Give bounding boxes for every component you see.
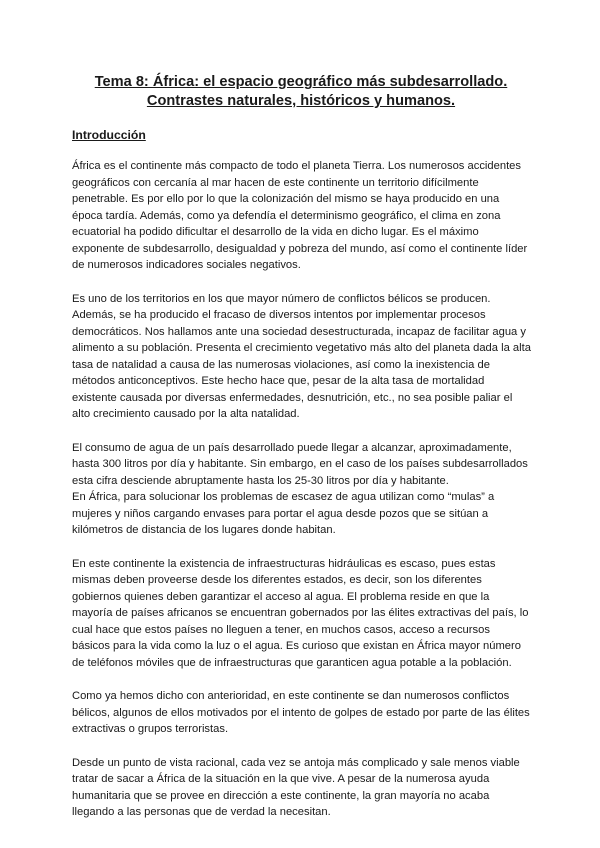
paragraph-line: Como ya hemos dicho con anterioridad, en este continente se dan numerosos conflictos xyxy=(72,690,510,702)
paragraph-line: Desde un punto de vista racional, cada vez se antoja más complicado y sale menos viable xyxy=(72,756,520,769)
paragraph-line: de teléfonos móviles que de infraestructuras que garanticen agua potable a la población. xyxy=(72,656,512,669)
paragraph-line: cual hace que estos países no lleguen a tener, en muchos casos, acceso a recursos xyxy=(72,623,490,636)
paragraph-line: geográficos con cercanía al mar hacen de este continente un territorio difícilmente xyxy=(72,176,479,189)
paragraph-line: mismas deben proveerse desde los diferentes estados, es decir, son los diferentes xyxy=(72,574,482,586)
paragraph-line: extractivas o grupos terroristas. xyxy=(72,723,229,735)
paragraph-line: exponente de subdesarrollo, desigualdad y pobreza del mundo, así como el continente líder xyxy=(72,242,528,255)
paragraph-line: democráticos. Nos hallamos ante una sociedad desestructurada, incapaz de facilitar agua y xyxy=(72,325,526,338)
title-line-1: Tema 8: África: el espacio geográfico más subdesarrollado. xyxy=(94,74,508,90)
paragraph-3 xyxy=(72,440,530,539)
paragraph-line: básicos para la vida como la luz o el agua. Es curioso que existan en África mayor número xyxy=(72,640,521,652)
paragraph-line: ecuatorial ha podido dificultar el desarrollo de la vida en dicho lugar. Es el máximo xyxy=(72,226,479,238)
paragraph-line: penetrable. Es por ello por lo que la colonización del mismo se haya producido en una xyxy=(72,193,500,205)
paragraph-line: El consumo de agua de un país desarrollado puede llegar a alcanzar, aproximadamente, xyxy=(72,441,512,454)
paragraph-line: esta cifra desciende abruptamente hasta los 25-30 litros por día y habitante. xyxy=(72,474,449,487)
paragraph-line: tasa de natalidad a causa de las numerosas violaciones, así como la inexistencia de xyxy=(72,358,490,371)
paragraph-line: de numerosos indicadores sociales negativos. xyxy=(72,259,301,271)
paragraph-line: métodos anticonceptivos. Este hecho hace que, pesar de la alta tasa de mortalidad xyxy=(72,375,485,387)
paragraph-line: Además, se ha producido el fracaso de diversos intentos por implementar procesos xyxy=(72,309,486,321)
paragraph-line: bélicos, algunos de ellos motivados por el intento de golpes de estado por parte de las élites xyxy=(72,706,530,719)
paragraph-line: kilómetros de distancia de los lugares donde habitan. xyxy=(72,524,336,536)
paragraph-line: existente causada por diversas enfermedades, desnutrición, etc., no sea posible paliar el xyxy=(72,391,513,404)
paragraph-line: humanitaria que se provee en dirección a este continente, la gran mayoría no acaba xyxy=(72,789,490,802)
paragraph-line: época tardía. Además, como ya defendía el determinismo geográfico, el clima en zona xyxy=(72,209,501,222)
paragraph-1 xyxy=(72,158,530,274)
paragraph-line: Es uno de los territorios en los que mayor número de conflictos bélicos se producen. xyxy=(72,292,491,305)
paragraph-line: En África, para solucionar los problemas de escasez de agua utilizan como “mulas” a xyxy=(72,491,495,503)
paragraph-line: mujeres y niños cargando envases para portar el agua desde pozos que se sitúan a xyxy=(72,507,489,520)
paragraph-line: alimento a su población. Presenta el crecimiento vegetativo más alto del planeta dada la alta xyxy=(72,342,531,354)
paragraph-5 xyxy=(72,688,530,738)
paragraph-4 xyxy=(72,556,530,672)
paragraph-line: África es el continente más compacto de todo el planeta Tierra. Los numerosos accidentes xyxy=(72,160,521,172)
section-heading: Introducción xyxy=(72,128,146,142)
title-line-2: Contrastes naturales, históricos y humanos. xyxy=(146,93,456,109)
paragraph-6 xyxy=(72,755,530,821)
paragraph-line: En este continente la existencia de infraestructuras hidráulicas es escaso, pues estas xyxy=(72,557,496,570)
paragraph-line: llegando a las personas que de verdad la necesitan. xyxy=(72,806,331,818)
paragraph-line: mayoría de países africanos se encuentran gobernados por las élites extractivas del país, lo xyxy=(72,607,529,619)
paragraph-2 xyxy=(72,291,530,423)
paragraph-line: hasta 300 litros por día y habitante. Sin embargo, en el caso de los países subdesarrollados xyxy=(72,458,528,470)
body-text xyxy=(72,158,530,821)
paragraph-line: alto crecimiento causado por la alta natalidad. xyxy=(72,408,300,420)
paragraph-line: gobiernos quienes deben garantizar el acceso al agua. El problema reside en que la xyxy=(72,590,490,603)
paragraph-line: tratar de sacar a África de la situación en la que vive. A pesar de la numerosa ayuda xyxy=(72,773,490,785)
document-title xyxy=(72,73,530,111)
